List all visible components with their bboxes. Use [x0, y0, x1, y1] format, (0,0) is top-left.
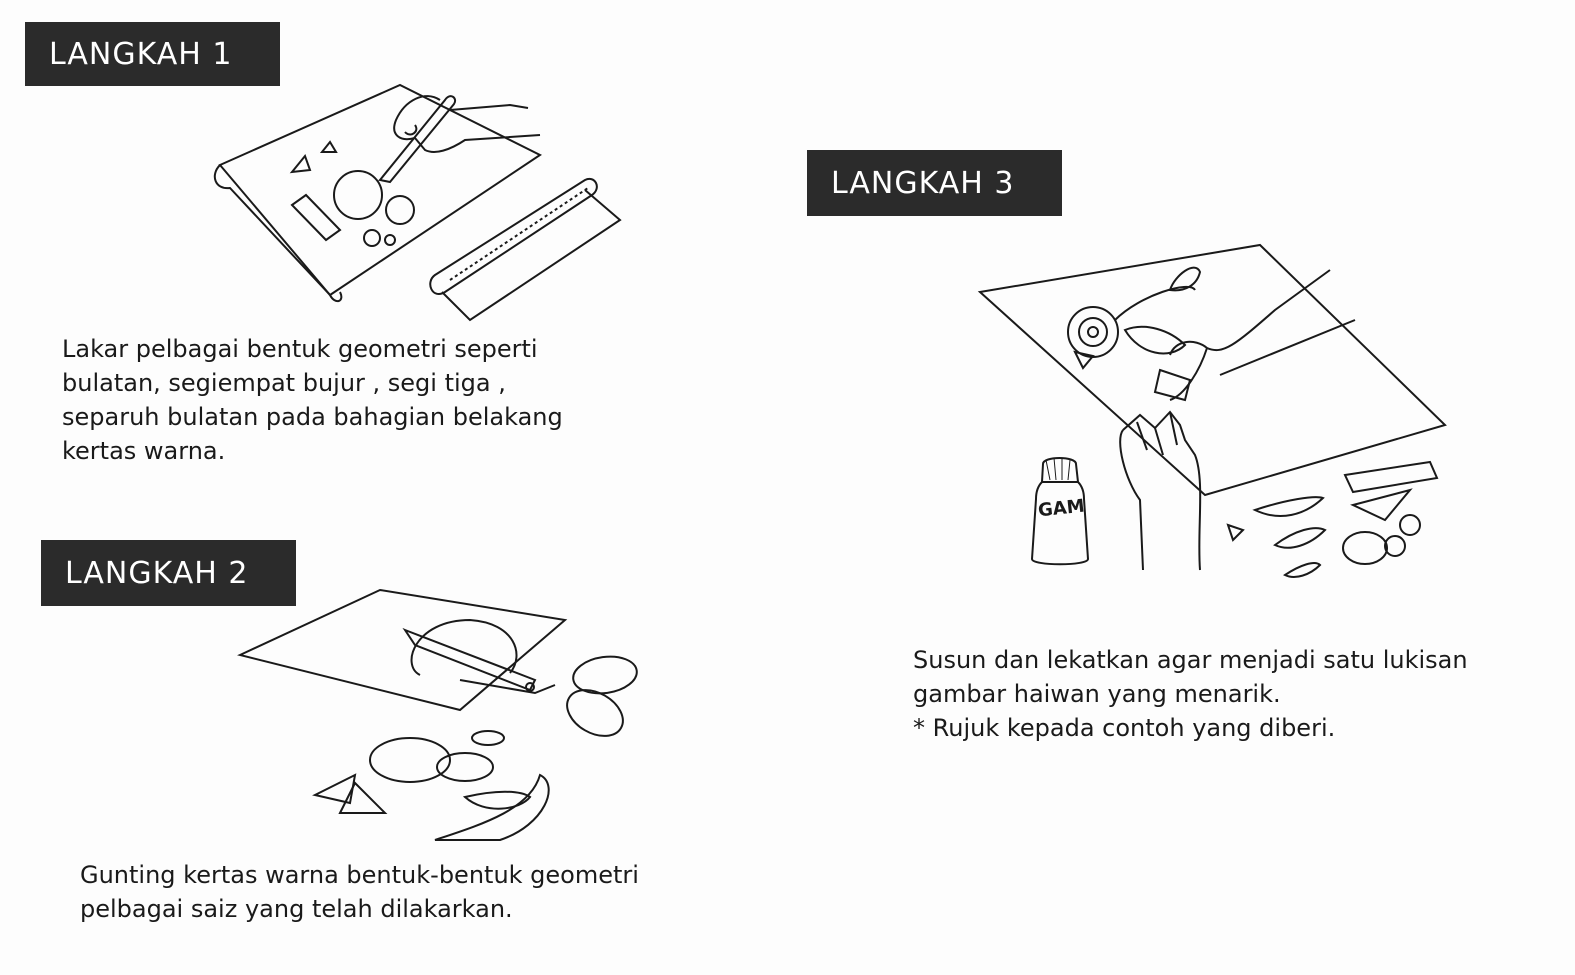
step-2-line-2: pelbagai saiz yang telah dilakarkan. [80, 895, 513, 923]
step-3-description [913, 643, 1468, 745]
step-1-label-text: LANGKAH 1 [49, 36, 233, 72]
step-3-line-2: gambar haiwan yang menarik. [913, 680, 1281, 708]
step-3-label [807, 150, 1062, 216]
step-1-line-1: Lakar pelbagai bentuk geometri seperti [62, 335, 538, 363]
step-2-illustration [230, 585, 650, 845]
step-2-label-text: LANGKAH 2 [65, 555, 249, 591]
step-2-description [80, 858, 639, 926]
step-1-line-2: bulatan, segiempat bujur , segi tiga , [62, 369, 506, 397]
step-2-line-1: Gunting kertas warna bentuk-bentuk geometri [80, 861, 639, 889]
step-1-line-3: separuh bulatan pada bahagian belakang [62, 403, 563, 431]
step-3-line-3: * Rujuk kepada contoh yang diberi. [913, 714, 1336, 742]
step-1-line-4: kertas warna. [62, 437, 226, 465]
step-1-label [25, 22, 280, 86]
step-1-illustration [210, 80, 630, 330]
step-3-label-text: LANGKAH 3 [831, 165, 1015, 201]
step-3-line-1: Susun dan lekatkan agar menjadi satu lukisan [913, 646, 1468, 674]
step-1-description [62, 332, 563, 468]
glue-label: GAM [1037, 495, 1086, 522]
